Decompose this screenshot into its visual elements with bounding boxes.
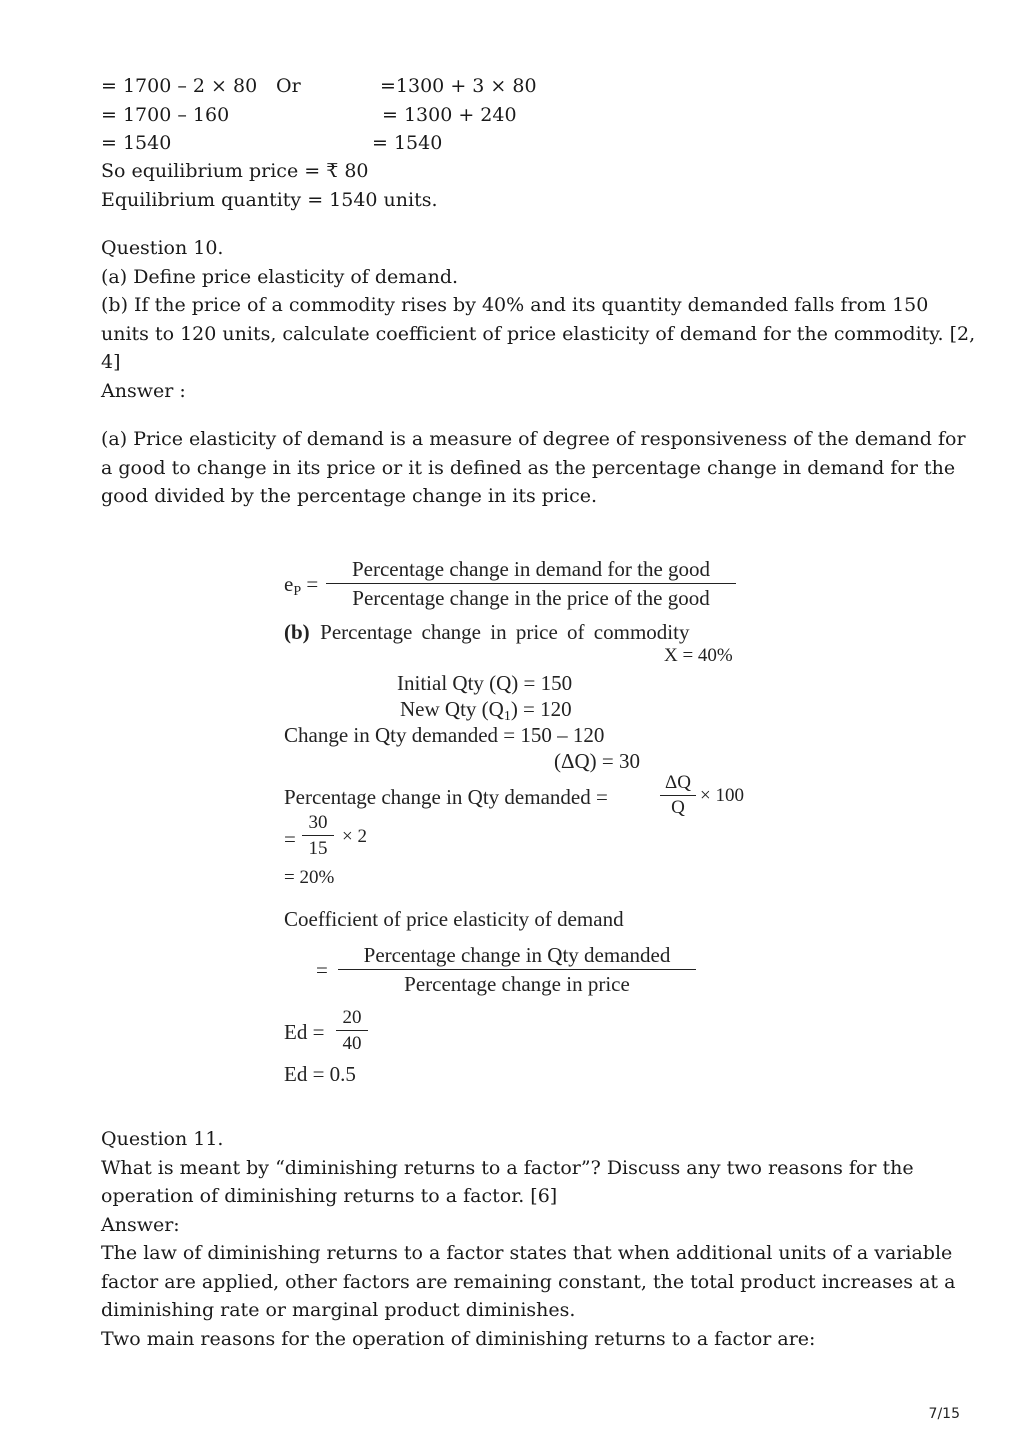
question-11-title: Question 11. <box>101 1128 224 1150</box>
change-in-qty: Change in Qty demanded = 150 – 120 <box>284 723 605 747</box>
question-10-part-a: (a) Define price elasticity of demand. <box>101 265 459 288</box>
calc-line-2a: = 1700 – 160 <box>101 104 230 126</box>
ep-numerator: Percentage change in demand for the good <box>326 556 736 584</box>
ed-label: Ed = <box>284 1020 325 1044</box>
page-number: 7/15 <box>928 1406 960 1422</box>
question-11-line-1: What is meant by “diminishing returns to a factor”? Discuss any two reasons for the <box>101 1156 914 1179</box>
question-11 <box>101 1125 956 1353</box>
calc-line-3a: = 1540 <box>101 132 172 154</box>
times-100: × 100 <box>700 785 744 806</box>
ep-denominator: Percentage change in the price of the good <box>352 586 710 610</box>
equilibrium-price: So equilibrium price = ₹ 80 <box>101 160 369 182</box>
answer-10-line-3: good divided by the percentage change in its price. <box>101 485 598 507</box>
result-20-percent: = 20% <box>284 867 335 888</box>
question-11-answer-label: Answer: <box>101 1213 180 1236</box>
answer-11-line-4: Two main reasons for the operation of diminishing returns to a factor are: <box>101 1327 816 1350</box>
coef-eq-sign: = <box>316 958 328 982</box>
pct-change-label: Percentage change in Qty demanded = <box>284 785 608 809</box>
coef-numerator: Percentage change in Qty demanded <box>338 942 696 970</box>
calc-line-1b: =1300 + 3 × 80 <box>380 75 537 97</box>
equilibrium-quantity: Equilibrium quantity = 1540 units. <box>101 189 438 211</box>
question-10-part-b-line-3: 4] <box>101 351 121 373</box>
calc-line-2b: = 1300 + 240 <box>382 104 517 126</box>
ed-result: Ed = 0.5 <box>284 1062 356 1086</box>
question-10-part-b-line-1: (b) If the price of a commodity rises by 40% and its quantity demanded falls from 150 <box>101 294 929 316</box>
question-10-part-b-line-2: units to 120 units, calculate coefficient of price elasticity of demand for the commodity. [2, <box>101 322 976 345</box>
dq-over-q: $\frac{\Delta Q}{Q}$ <box>660 772 696 819</box>
question-10-title: Question 10. <box>101 237 224 259</box>
answer-11-line-3: diminishing rate or marginal product diminishes. <box>101 1299 576 1321</box>
question-10 <box>101 234 976 405</box>
part-b-line: (b) Percentage change in price of commodity <box>284 620 690 644</box>
calc-or: Or <box>276 75 301 97</box>
fraction-30-15: $\frac{30}{15}$ <box>302 811 334 860</box>
fraction-20-40: $\frac{20}{40}$ <box>336 1006 368 1055</box>
initial-qty: Initial Qty (Q) = 150 <box>397 671 573 695</box>
question-10-answer-label: Answer : <box>101 379 186 402</box>
new-qty: New Qty $(Q_1) = 120$ <box>400 697 572 724</box>
question-10-answer <box>101 425 966 511</box>
calc-line-1a: = 1700 – 2 × 80 <box>101 75 258 97</box>
coef-denominator: Percentage change in price <box>404 972 630 996</box>
coefficient-fraction <box>338 942 696 997</box>
answer-10-line-2: a good to change in its price or it is defined as the percentage change in demand for the <box>101 456 956 479</box>
x-percentage: X = 40% <box>664 645 733 666</box>
ep-formula-fraction <box>326 556 736 611</box>
answer-11-line-1: The law of diminishing returns to a factor states that when additional units of a variable <box>101 1242 953 1264</box>
delta-q: (ΔQ) = 30 <box>554 749 640 773</box>
calc-line-3b: = 1540 <box>372 132 443 154</box>
answer-10-line-1: (a) Price elasticity of demand is a measure of degree of responsiveness of the demand for <box>101 428 966 450</box>
times-2: × 2 <box>342 826 367 847</box>
answer-11-line-2: factor are applied, other factors are remaining constant, the total product increases at a <box>101 1270 956 1293</box>
ep-symbol: $e_P$ = <box>284 572 319 599</box>
coefficient-title: Coefficient of price elasticity of demand <box>284 907 624 931</box>
question-11-line-2: operation of diminishing returns to a factor. [6] <box>101 1185 558 1207</box>
eq-sign-30-15: = <box>284 827 296 851</box>
